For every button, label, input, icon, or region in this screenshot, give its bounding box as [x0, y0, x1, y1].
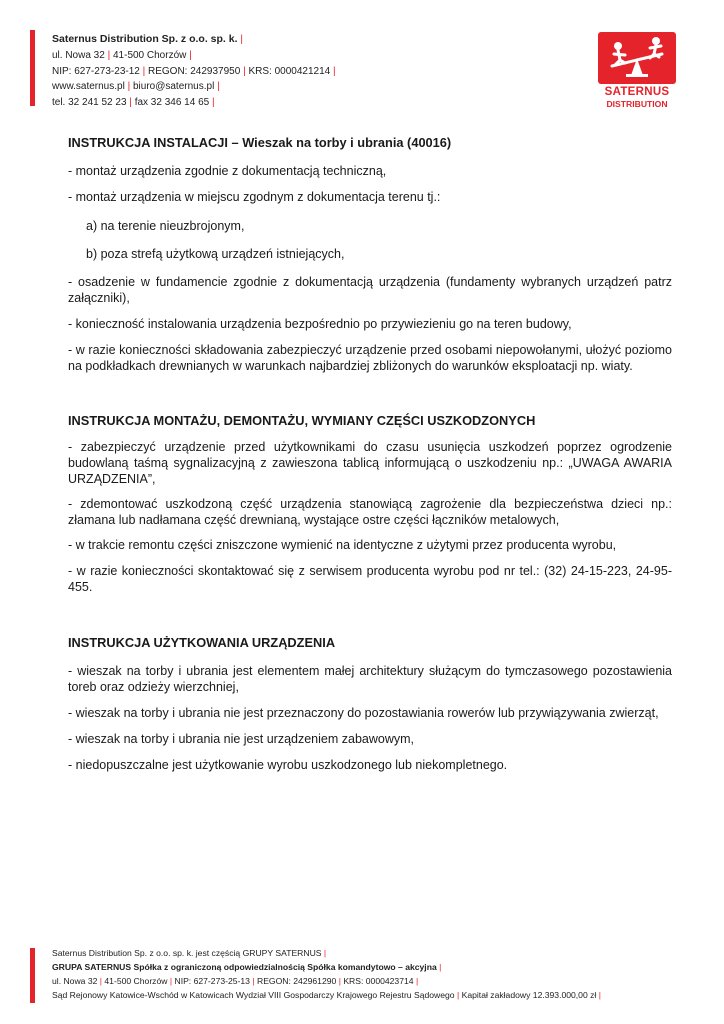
logo-name: SATERNUS: [604, 86, 670, 98]
usage-item: - wieszak na torby i ubrania nie jest przeznaczony do pozostawiania rowerów lub przywiązywania zwierząt,: [68, 706, 659, 720]
phone: tel. 32 241 52 23: [52, 97, 127, 109]
footer-krs: KRS: 0000423714: [343, 976, 414, 986]
footer-regon: REGON: 242961290: [256, 976, 337, 986]
document-body: [68, 135, 672, 773]
usage-item: - wieszak na torby i ubrania nie jest urządzeniem zabawowym,: [68, 732, 414, 746]
assembly-item: - w razie konieczności skontaktować się z serwisem producenta wyrobu pod nr tel.: (32) 24-15-223, 24-95-455.: [68, 564, 672, 594]
logo-subtitle: DISTRIBUTION: [606, 99, 668, 109]
saternus-logo: [592, 32, 682, 110]
assembly-item: - zdemontować uszkodzoną część urządzenia stanowiącą zagrożenie dla bezpieczeństwa dzieci np.: złamana lub nadłamana część drewnianą, wystające ostre części łączników metalowych,: [68, 497, 672, 527]
assembly-title: INSTRUKCJA MONTAŻU, DEMONTAŻU, WYMIANY CZĘŚCI USZKODZONYCH: [68, 413, 536, 428]
usage-item: - niedopuszczalne jest użytkowanie wyrobu uszkodzonego lub niekompletnego.: [68, 758, 508, 772]
seesaw-children-icon: [598, 32, 676, 84]
logo-badge: [598, 32, 676, 84]
assembly-item: - w trakcie remontu części zniszczone wymienić na identyczne z użytymi przez producenta wyrobu,: [68, 538, 617, 552]
installation-item: - montaż urządzenia w miejscu zgodnym z dokumentacja terenu tj.:: [68, 190, 441, 204]
regon: REGON: 242937950: [148, 65, 241, 77]
fax: fax 32 346 14 65: [134, 97, 210, 109]
company-name: Saternus Distribution Sp. z o.o. sp. k.: [52, 33, 238, 45]
address-street: ul. Nowa 32: [52, 49, 105, 61]
header-accent-bar: [30, 30, 35, 106]
footer-court: Sąd Rejonowy Katowice-Wschód w Katowicach Wydział VIII Gospodarczy Krajowego Rejestru Sądowego: [52, 990, 455, 1000]
assembly-item: - zabezpieczyć urządzenie przed użytkownikami do czasu usunięcia uszkodzeń poprzez ogrodzenie budowlaną taśmą sygnalizacyjną z zawieszona tablicą informującą o uszkodzeniu np.: „UWAGA AWARIA URZĄDZENIA”,: [68, 440, 672, 486]
installation-subitem: b) poza strefą użytkową urządzeń istniejących,: [86, 247, 345, 261]
footer-city: 41-500 Chorzów: [104, 976, 168, 986]
footer-nip: NIP: 627-273-25-13: [174, 976, 250, 986]
website-link[interactable]: www.saternus.pl: [52, 81, 125, 93]
company-header: Saternus Distribution Sp. z o.o. sp. k. | ul. Nowa 32 | 41-500 Chorzów | NIP: 627-273-23-12 | REGON: 242937950 | KRS: 0000421214 | www.saternus.pl | biuro@saternus.pl | tel. 32 241 52 23 | fax 32 346 14 65 |: [52, 33, 336, 109]
footer-group-name: GRUPA SATERNUS Spółka z ograniczoną odpowiedzialnością Spółka komandytowo – akcyjna: [52, 962, 437, 972]
usage-item: - wieszak na torby i ubrania jest elementem małej architektury służącym do tymczasowego pozostawienia toreb oraz odzieży wierzchniej,: [68, 664, 672, 694]
company-footer: Saternus Distribution Sp. z o.o. sp. k. jest częścią GRUPY SATERNUS | GRUPA SATERNUS Spółka z ograniczoną odpowiedzialnością Spółka komandytowo – akcyjna | ul. Nowa 32 | 41-500 Chorzów | NIP: 627-273-25-13 | REGON: 242961290 | KRS: 0000423714 | Sąd Rejonowy Katowice-Wschód w Katowicach Wydział VIII Gospodarczy Krajowego Rejestru Sądowego | Kapitał zakładowy 12.393.000,00 zł |: [52, 948, 601, 1000]
address-city: 41-500 Chorzów: [112, 49, 187, 61]
installation-title: INSTRUKCJA INSTALACJI – Wieszak na torby i ubrania (40016): [68, 135, 452, 150]
footer-accent-bar: [30, 948, 35, 1003]
installation-item: - konieczność instalowania urządzenia bezpośrednio po przywiezieniu go na teren budowy,: [68, 317, 572, 331]
installation-item: - w razie konieczności składowania zabezpieczyć urządzenie przed osobami niepowołanymi, ułożyć poziomo na podkładkach drewnianych w warunkach najbardziej zbliżonych do warunków eksploatacji np. wiaty.: [68, 343, 672, 373]
footer-street: ul. Nowa 32: [52, 976, 98, 986]
nip: NIP: 627-273-23-12: [52, 65, 140, 77]
installation-item: - montaż urządzenia zgodnie z dokumentacją techniczną,: [68, 164, 387, 178]
footer-capital: Kapitał zakładowy 12.393.000,00 zł: [461, 990, 597, 1000]
installation-item: - osadzenie w fundamencie zgodnie z dokumentacją urządzenia (fundamenty wybranych urządzeń patrz załączniki),: [68, 275, 672, 305]
krs: KRS: 0000421214: [248, 65, 331, 77]
footer-group-note: Saternus Distribution Sp. z o.o. sp. k. jest częścią GRUPY SATERNUS: [52, 948, 322, 958]
email-link[interactable]: biuro@saternus.pl: [132, 81, 215, 93]
installation-subitem: a) na terenie nieuzbrojonym,: [86, 219, 245, 233]
usage-title: INSTRUKCJA UŻYTKOWANIA URZĄDZENIA: [68, 635, 336, 650]
